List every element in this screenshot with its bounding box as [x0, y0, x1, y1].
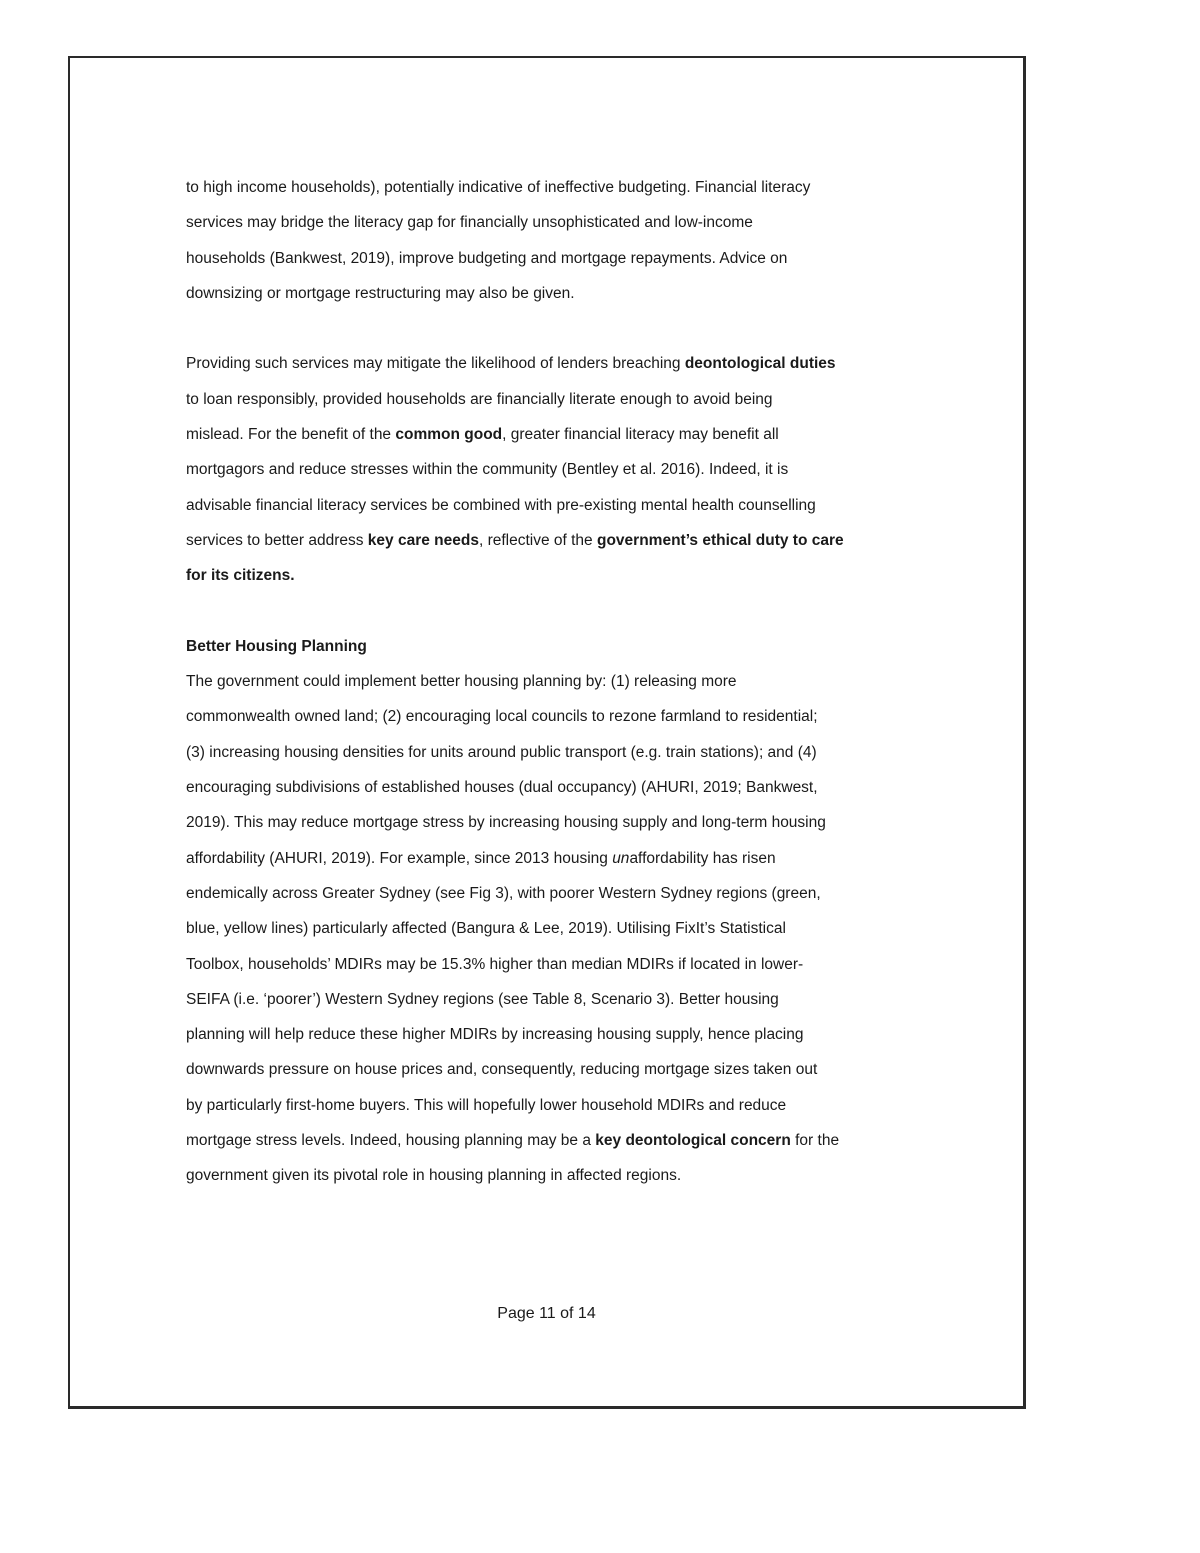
bold-term: for its citizens. — [186, 567, 295, 585]
text-run: affordability (AHURI, 2019). For example, since 2013 housing — [186, 849, 613, 867]
text-line: government given its pivotal role in housing planning in affected regions. — [186, 1167, 682, 1185]
text-line: to loan responsibly, provided households are financially literate enough to avoid being — [186, 390, 773, 408]
text-run: affordability has risen — [629, 849, 776, 867]
text-line: downwards pressure on house prices and, consequently, reducing mortgage sizes taken out — [186, 1061, 818, 1079]
text-line: mortgagors and reduce stresses within the community (Bentley et al. 2016). Indeed, it is — [186, 461, 789, 479]
bold-term: deontological duties — [684, 355, 836, 373]
text-line — [186, 346, 914, 381]
paragraph-services — [186, 346, 914, 593]
page-number-footer: Page 11 of 14 — [497, 1305, 596, 1322]
text-run: , reflective of the — [478, 531, 597, 549]
paragraph-gap — [186, 311, 914, 346]
text-line: to high income households), potentially indicative of ineffective budgeting. Financial literacy — [186, 179, 811, 196]
paragraph-gap — [186, 594, 914, 629]
text-line — [186, 558, 914, 593]
paragraph-housing-planning — [186, 664, 914, 1193]
text-line: encouraging subdivisions of established houses (dual occupancy) (AHURI, 2019; Bankwest, — [186, 779, 818, 797]
text-line — [186, 523, 914, 558]
section-heading: Better Housing Planning — [186, 637, 367, 655]
text-line: (3) increasing housing densities for units around public transport (e.g. train stations); and (4) — [186, 743, 817, 761]
text-line: advisable financial literacy services be combined with pre-existing mental health counselling — [186, 496, 816, 514]
bold-term: key care needs — [367, 531, 479, 549]
text-line: downsizing or mortgage restructuring may also be given. — [186, 284, 575, 302]
page-body — [186, 170, 914, 1194]
text-line: by particularly first-home buyers. This will hopefully lower household MDIRs and reduce — [186, 1096, 787, 1114]
paragraph-financial-literacy — [186, 170, 914, 311]
italic-term: un — [612, 849, 630, 867]
text-line: planning will help reduce these higher MDIRs by increasing housing supply, hence placing — [186, 1026, 804, 1044]
bold-term: key deontological concern — [595, 1132, 791, 1150]
bold-term: government’s ethical duty to care — [596, 531, 844, 549]
text-line — [186, 841, 914, 876]
text-line — [186, 417, 914, 452]
text-run: mortgage stress levels. Indeed, housing planning may be a — [186, 1132, 596, 1150]
text-run: , greater financial literacy may benefit all — [502, 426, 779, 444]
text-line: Toolbox, households’ MDIRs may be 15.3% higher than median MDIRs if located in lower- — [186, 955, 804, 973]
text-line: services may bridge the literacy gap for financially unsophisticated and low-income — [186, 214, 753, 232]
text-run: for the — [790, 1132, 840, 1150]
text-line: endemically across Greater Sydney (see Fig 3), with poorer Western Sydney regions (green, — [186, 884, 821, 902]
text-run: services to better address — [186, 531, 368, 549]
text-line: commonwealth owned land; (2) encouraging local councils to rezone farmland to residential; — [186, 708, 818, 726]
text-line: blue, yellow lines) particularly affected (Bangura & Lee, 2019). Utilising FixIt’s Statistical — [186, 920, 786, 938]
text-line: 2019). This may reduce mortgage stress by increasing housing supply and long-term housing — [186, 814, 826, 832]
text-line: SEIFA (i.e. ‘poorer’) Western Sydney regions (see Table 8, Scenario 3). Better housing — [186, 990, 779, 1008]
text-run: Providing such services may mitigate the likelihood of lenders breaching — [186, 355, 685, 373]
text-line: The government could implement better housing planning by: (1) releasing more — [186, 673, 737, 691]
document-page — [68, 56, 1026, 1409]
text-line — [186, 1123, 914, 1158]
bold-term: common good — [395, 426, 503, 444]
text-line: households (Bankwest, 2019), improve budgeting and mortgage repayments. Advice on — [186, 249, 788, 267]
text-run: mislead. For the benefit of the — [186, 426, 396, 444]
